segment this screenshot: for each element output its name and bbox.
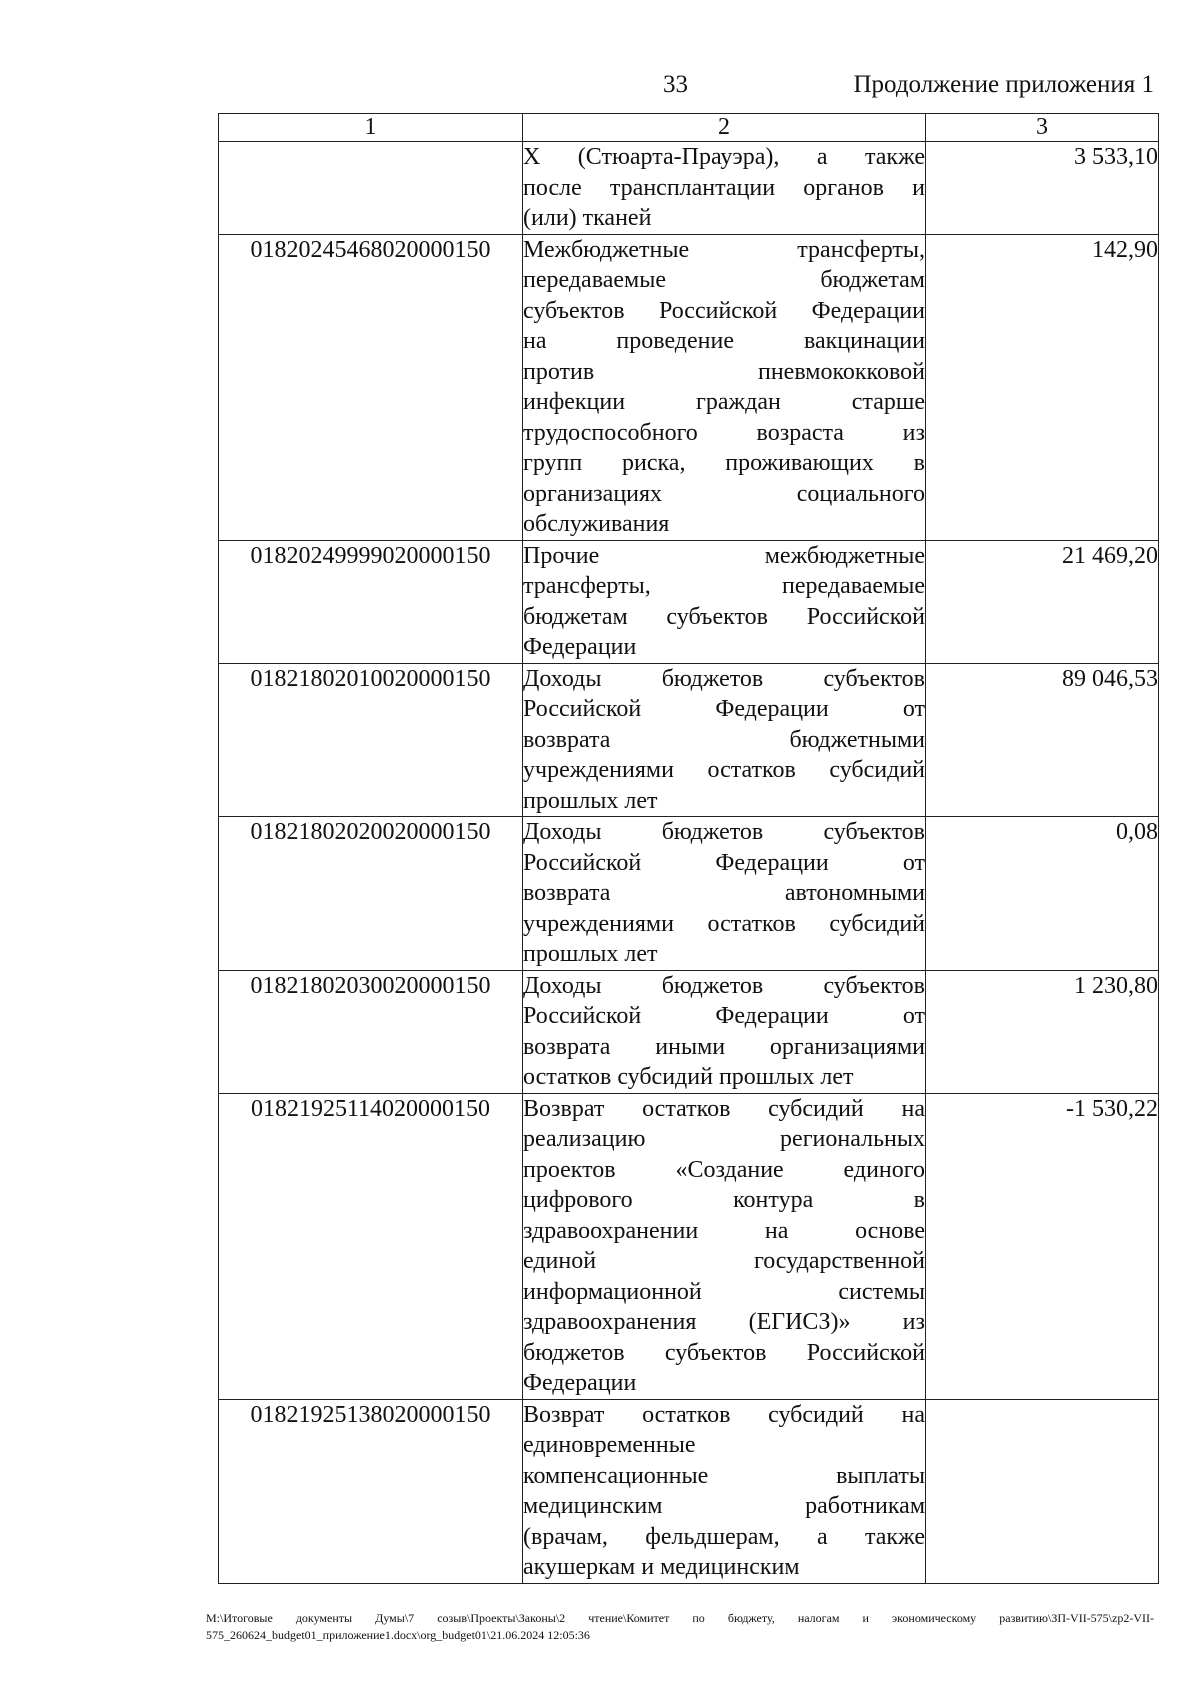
description-line: здравоохранении на основе xyxy=(523,1217,925,1244)
page-number: 33 xyxy=(663,71,688,98)
column-header-1: 1 xyxy=(219,114,523,142)
row-description-cell xyxy=(523,663,926,817)
description-line: обслуживания xyxy=(523,511,670,537)
description-line: передаваемые бюджетам xyxy=(523,267,925,293)
column-header-2: 2 xyxy=(523,114,926,142)
table-row xyxy=(219,1093,1159,1399)
description-line: возврата иными организациями xyxy=(523,1033,925,1060)
description-line: медицинским работникам xyxy=(523,1493,925,1519)
description-line: цифрового контура в xyxy=(523,1187,925,1213)
description-line: учреждениями остатков субсидий xyxy=(523,910,925,937)
description-line: после трансплантации органов и xyxy=(523,174,925,201)
description-line: Федерации xyxy=(523,634,637,660)
description-line: здравоохранения (ЕГИСЗ)» из xyxy=(523,1309,925,1335)
row-amount-cell: 3 533,10 xyxy=(926,142,1159,235)
description-line: единовременные xyxy=(523,1432,696,1458)
row-amount-cell: 21 469,20 xyxy=(926,540,1159,663)
column-header-3: 3 xyxy=(926,114,1159,142)
row-description-cell xyxy=(523,540,926,663)
description-line: Прочие межбюджетные xyxy=(523,542,925,569)
row-description-cell xyxy=(523,817,926,971)
row-description-cell xyxy=(523,234,926,540)
row-description-cell xyxy=(523,142,926,235)
description-line: (или) тканей xyxy=(523,205,652,231)
footer-file-path: M:\Итоговые документы Думы\7 созыв\Проекты\Законы\2 чтение\Комитет по бюджету, налогам и экономическому развитию\ЗП-VII-575\zp2-VII-575_260624_budget01_приложение1.docx\org_budget01\21.06.2024 12:05:36 xyxy=(206,1611,1154,1642)
row-amount-cell: 1 230,80 xyxy=(926,970,1159,1093)
description-line: Доходы бюджетов субъектов xyxy=(523,819,925,845)
description-line: бюджетам субъектов Российской xyxy=(523,603,925,630)
table-row xyxy=(219,663,1159,817)
row-code-cell: 01820245468020000150 xyxy=(219,234,523,540)
description-line: против пневмококковой xyxy=(523,358,925,385)
row-code-cell: 01821925138020000150 xyxy=(219,1399,523,1583)
row-description-cell xyxy=(523,1093,926,1399)
table-row xyxy=(219,540,1159,663)
table-row xyxy=(219,1399,1159,1583)
description-line: прошлых лет xyxy=(523,941,658,967)
row-code-cell: 01821802030020000150 xyxy=(219,970,523,1093)
description-line: реализацию региональных xyxy=(523,1126,925,1152)
row-code-cell: 01820249999020000150 xyxy=(219,540,523,663)
row-amount-cell: 0,08 xyxy=(926,817,1159,971)
description-line: на проведение вакцинации xyxy=(523,328,925,354)
table-row xyxy=(219,234,1159,540)
table-row xyxy=(219,142,1159,235)
description-line: информационной системы xyxy=(523,1278,925,1305)
budget-table xyxy=(218,113,1159,1584)
row-amount-cell: 89 046,53 xyxy=(926,663,1159,817)
row-code-cell: 01821925114020000150 xyxy=(219,1093,523,1399)
description-line: групп риска, проживающих в xyxy=(523,450,925,476)
description-line: единой государственной xyxy=(523,1248,925,1274)
description-line: Х (Стюарта-Прауэра), а также xyxy=(523,144,925,170)
row-amount-cell xyxy=(926,1399,1159,1583)
description-line: Доходы бюджетов субъектов xyxy=(523,665,925,692)
description-line: остатков субсидий прошлых лет xyxy=(523,1064,854,1090)
description-line: (врачам, фельдшерам, а также xyxy=(523,1523,925,1550)
row-amount-cell: 142,90 xyxy=(926,234,1159,540)
table-row xyxy=(219,817,1159,971)
description-line: возврата бюджетными xyxy=(523,726,925,753)
continuation-label: Продолжение приложения 1 xyxy=(853,71,1154,98)
row-code-cell xyxy=(219,142,523,235)
description-line: учреждениями остатков субсидий xyxy=(523,757,925,783)
table-row xyxy=(219,970,1159,1093)
row-description-cell xyxy=(523,1399,926,1583)
description-line: проектов «Создание единого xyxy=(523,1156,925,1183)
description-line: бюджетов субъектов Российской xyxy=(523,1339,925,1366)
description-line: Российской Федерации от xyxy=(523,849,925,876)
description-line: трансферты, передаваемые xyxy=(523,573,925,599)
table-header-row xyxy=(219,114,1159,142)
row-code-cell: 01821802020020000150 xyxy=(219,817,523,971)
description-line: акушеркам и медицинским xyxy=(523,1554,800,1580)
description-line: Возврат остатков субсидий на xyxy=(523,1095,925,1122)
description-line: организациях социального xyxy=(523,480,925,507)
table-body xyxy=(219,142,1159,1584)
description-line: Федерации xyxy=(523,1370,637,1396)
description-line: компенсационные выплаты xyxy=(523,1462,925,1489)
description-line: трудоспособного возраста из xyxy=(523,419,925,446)
description-line: Российской Федерации от xyxy=(523,1003,925,1029)
row-amount-cell: -1 530,22 xyxy=(926,1093,1159,1399)
description-line: Возврат остатков субсидий на xyxy=(523,1401,925,1428)
description-line: субъектов Российской Федерации xyxy=(523,297,925,324)
description-line: прошлых лет xyxy=(523,787,658,814)
row-code-cell: 01821802010020000150 xyxy=(219,663,523,817)
description-line: Межбюджетные трансферты, xyxy=(523,236,925,263)
row-description-cell xyxy=(523,970,926,1093)
description-line: возврата автономными xyxy=(523,880,925,906)
description-line: Доходы бюджетов субъектов xyxy=(523,972,925,999)
description-line: Российской Федерации от xyxy=(523,696,925,722)
description-line: инфекции граждан старше xyxy=(523,389,925,415)
